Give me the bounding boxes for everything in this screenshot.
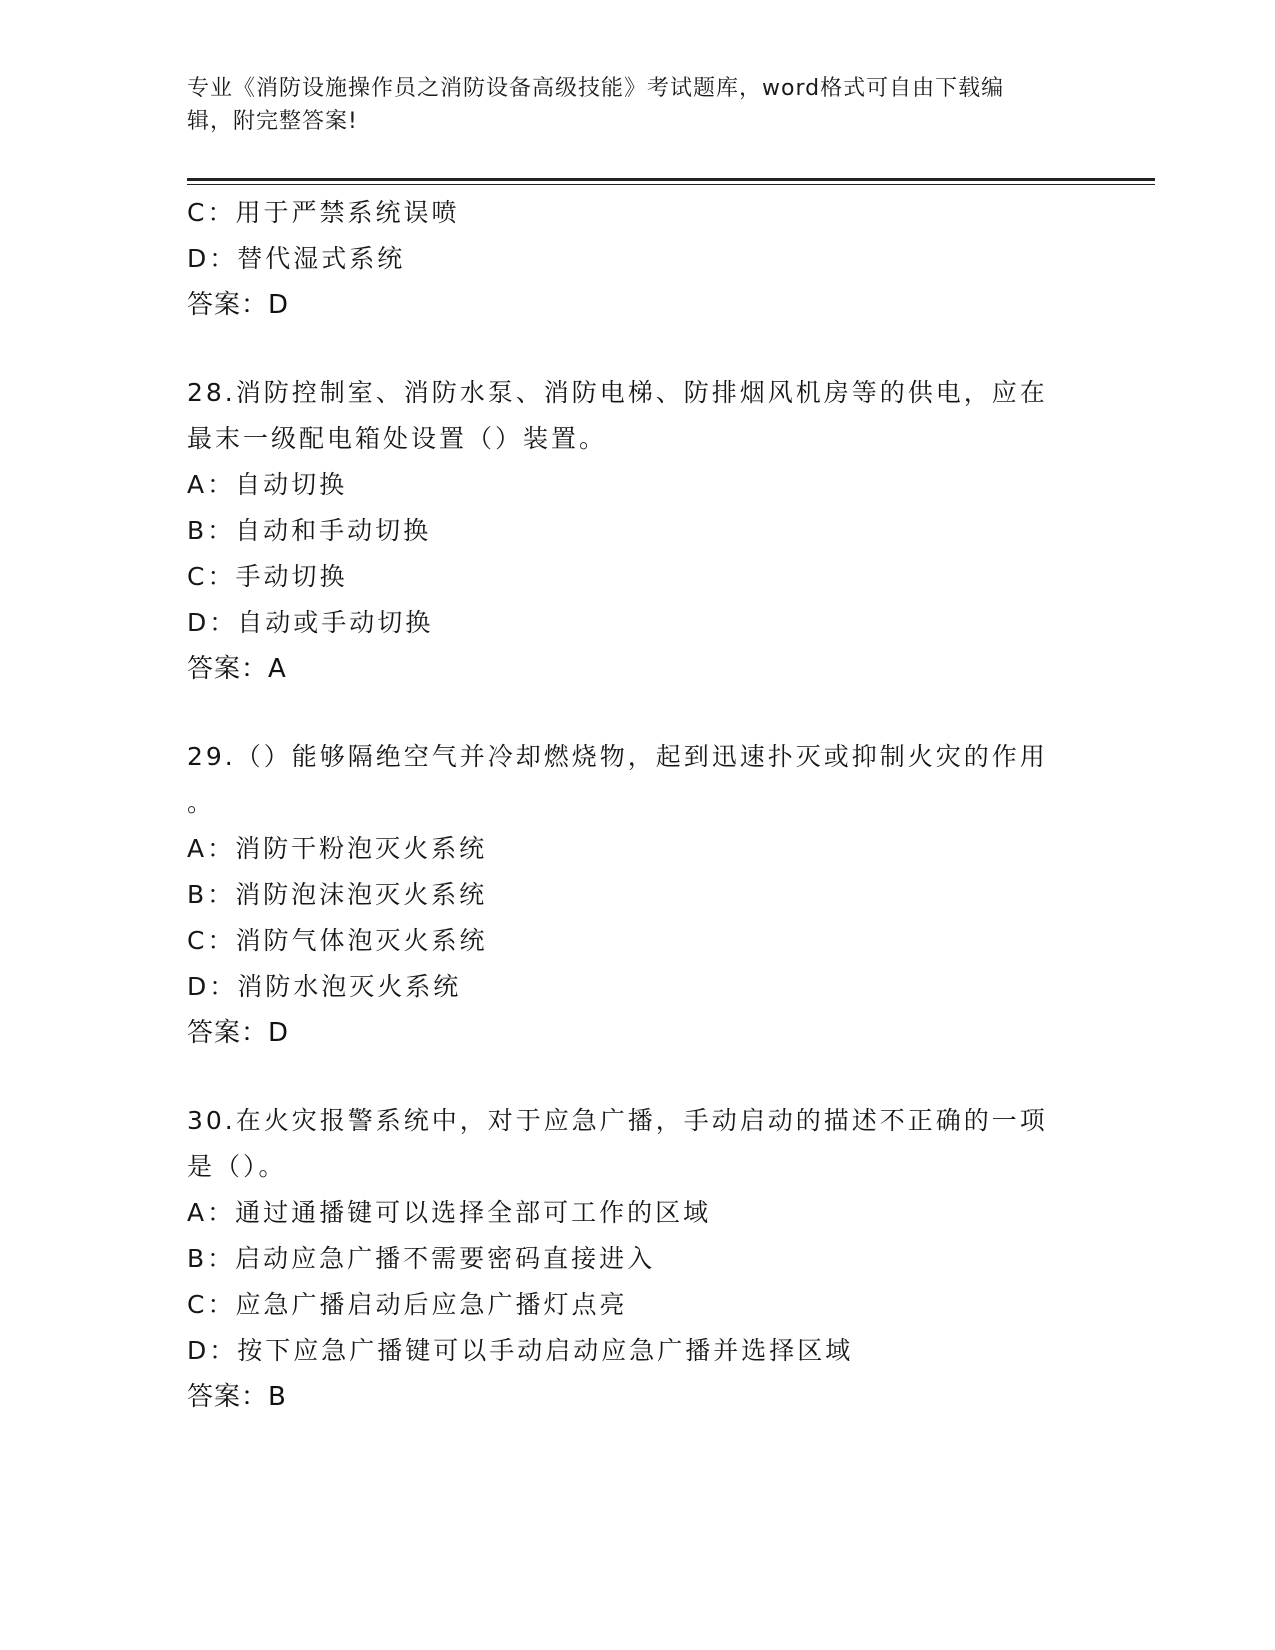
option-d: D：消防水泡灭火系统 — [187, 972, 462, 1001]
question-list — [187, 190, 1087, 1420]
question-27-continued — [187, 190, 1087, 328]
question-text-line-1: 30.在火灾报警系统中，对于应急广播，手动启动的描述不正确的一项 — [187, 1106, 1048, 1135]
document-header — [187, 72, 1067, 138]
option-d: D：自动或手动切换 — [187, 608, 434, 637]
option-b: B：自动和手动切换 — [187, 516, 432, 545]
answer-line: 答案：D — [187, 290, 290, 320]
question-text-line-2: 。 — [187, 788, 216, 817]
option-b: B：启动应急广播不需要密码直接进入 — [187, 1244, 656, 1273]
option-a: A：消防干粉泡灭火系统 — [187, 834, 488, 863]
question-text-line-1: 28.消防控制室、消防水泵、消防电梯、防排烟风机房等的供电，应在 — [187, 378, 1048, 407]
option-c: C：用于严禁系统误喷 — [187, 198, 460, 227]
question-29 — [187, 734, 1087, 1056]
option-c: C：应急广播启动后应急广播灯点亮 — [187, 1290, 628, 1319]
option-d: D：替代湿式系统 — [187, 244, 406, 273]
option-b: B：消防泡沫泡灭火系统 — [187, 880, 488, 909]
question-text-line-1: 29.（）能够隔绝空气并冷却燃烧物，起到迅速扑灭或抑制火灾的作用 — [187, 742, 1048, 771]
answer-line: 答案：B — [187, 1382, 287, 1412]
header-line-1: 专业《消防设施操作员之消防设备高级技能》考试题库，word格式可自由下载编 — [187, 76, 1005, 101]
option-c: C：手动切换 — [187, 562, 348, 591]
header-divider-thick — [187, 178, 1155, 181]
option-a: A：自动切换 — [187, 470, 348, 499]
question-28 — [187, 370, 1087, 692]
question-text-line-2: 是（）。 — [187, 1152, 287, 1181]
answer-line: 答案：D — [187, 1018, 290, 1048]
question-text-line-2: 最末一级配电箱处设置（）装置。 — [187, 424, 608, 453]
header-divider-thin — [187, 184, 1155, 185]
question-30 — [187, 1098, 1087, 1420]
option-d: D：按下应急广播键可以手动启动应急广播并选择区域 — [187, 1336, 854, 1365]
option-a: A：通过通播键可以选择全部可工作的区域 — [187, 1198, 712, 1227]
header-line-2: 辑，附完整答案! — [187, 109, 358, 134]
answer-line: 答案：A — [187, 654, 287, 684]
option-c: C：消防气体泡灭火系统 — [187, 926, 488, 955]
